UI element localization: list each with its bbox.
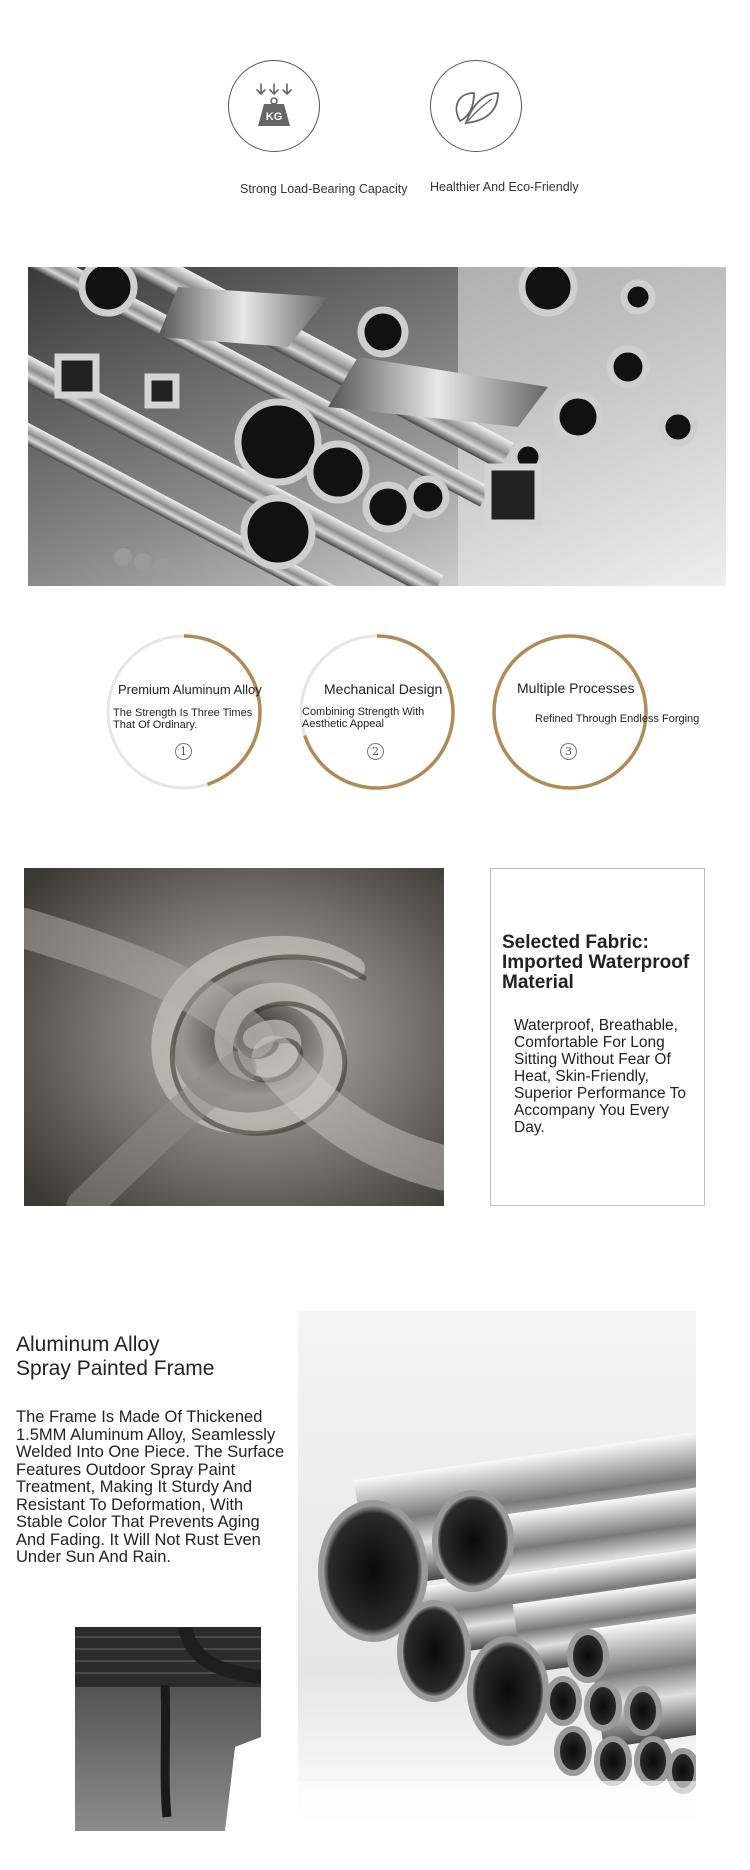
weight-kg-icon <box>244 74 304 139</box>
frame-title-line2: Spray Painted Frame <box>16 1357 215 1380</box>
fabric-body: Waterproof, Breathable, Comfortable For Long Sitting Without Fear Of Heat, Skin-Friendly, Superior Performance To Accompany You Every Day. <box>514 1017 687 1136</box>
fabric-title: Selected Fabric: Imported Waterproof Material <box>502 932 690 993</box>
leaf-feature-circle <box>430 60 522 152</box>
highlight-title-3: Multiple Processes <box>517 680 635 696</box>
highlight-number-3: 3 <box>560 743 577 760</box>
frame-body: The Frame Is Made Of Thickened 1.5MM Aluminum Alloy, Seamlessly Welded Into One Piece. The Surface Features Outdoor Spray Paint Treatment, Making It Sturdy And Resistant To Deformation, With Stable Color That Prevents Aging And Fading. It Will Not Rust Even Under Sun And Rain. <box>16 1408 285 1566</box>
highlight-subtitle-2: Combining Strength With Aesthetic Appeal <box>302 706 425 730</box>
aluminum-profiles-image <box>28 267 726 586</box>
feature-title-eco: Healthier And Eco-Friendly <box>430 180 579 194</box>
leaf-icon <box>446 79 506 134</box>
fabric-image <box>24 868 444 1206</box>
ring-progress-arc <box>494 636 646 788</box>
feature-title-load: Strong Load-Bearing Capacity <box>240 182 408 196</box>
svg-text:KG: KG <box>265 110 283 123</box>
highlight-subtitle-3: Refined Through Endless Forging <box>535 713 700 725</box>
frame-title-line1: Aluminum Alloy <box>16 1333 160 1356</box>
chair-leg-image <box>75 1627 261 1831</box>
highlight-ring-3 <box>490 632 650 792</box>
highlight-title-1: Premium Aluminum Alloy <box>118 682 262 697</box>
weight-feature-circle <box>228 60 320 152</box>
highlight-title-2: Mechanical Design <box>324 681 443 697</box>
highlight-number-1: 1 <box>175 743 192 760</box>
highlight-subtitle-1: The Strength Is Three Times That Of Ordinary. <box>113 707 253 731</box>
aluminum-tubes-image <box>298 1311 696 1829</box>
highlight-number-2: 2 <box>367 743 384 760</box>
